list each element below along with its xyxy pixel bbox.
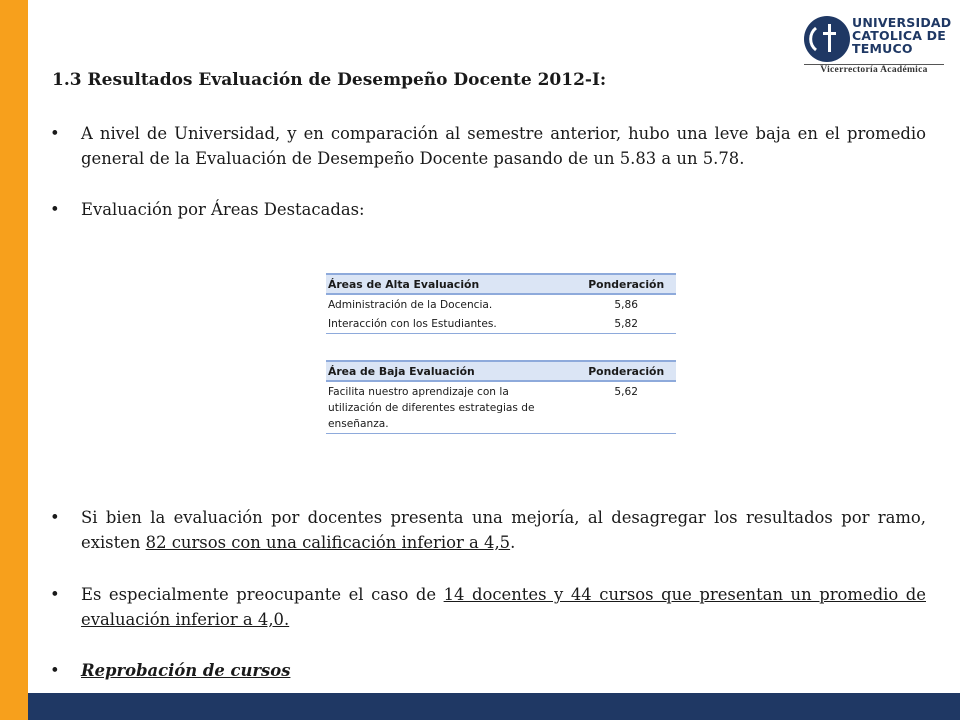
bullet-marker: • [50,661,60,680]
slide-title: 1.3 Resultados Evaluación de Desempeño Docente 2012-I: [52,70,607,90]
left-accent-bar [0,0,28,720]
bullet-courses-below-4-5: • Si bien la evaluación por docentes presenta una mejoría, al desagregar los resultados por ramo, existen 82 cursos con una calificación inferior a 4,5. [50,505,926,555]
bullet-marker: • [50,124,60,143]
university-name: UNIVERSIDAD CATOLICA DE TEMUCO [852,15,952,56]
university-seal-icon [802,14,852,64]
table-row: Interacción con los Estudiantes. 5,82 [326,314,676,334]
footer-bar [28,693,960,720]
bullet-average: • A nivel de Universidad, y en comparación al semestre anterior, hubo una leve baja en el promedio general de la Evaluación de Desempeño Docente pasando de un 5.83 a un 5.78. [50,121,926,171]
logo-subtitle: Vicerrectoría Académica [820,65,928,75]
high-evaluation-table [326,273,676,334]
university-logo [800,12,952,78]
bullet-teachers-below-4: • Es especialmente preocupante el caso de 14 docentes y 44 cursos que presentan un promedio de evaluación inferior a 4,0. [50,582,926,632]
table-row: Administración de la Docencia. 5,86 [328,299,638,311]
low-evaluation-table [326,360,676,434]
table-row: Facilita nuestro aprendizaje con la utilización de diferentes estrategias de enseñanza. 5,62 [326,381,676,434]
bullet-marker: • [50,585,60,604]
table-header: Áreas de Alta Evaluación [326,274,576,294]
table-header: Ponderación [576,361,676,381]
bullet-marker: • [50,508,60,527]
bullet-course-failure: • Reprobación de cursos [50,658,926,683]
bullet-marker: • [50,200,60,219]
table-header: Ponderación [576,274,676,294]
table-header: Área de Baja Evaluación [326,361,576,381]
bullet-areas: • Evaluación por Áreas Destacadas: [50,197,926,222]
